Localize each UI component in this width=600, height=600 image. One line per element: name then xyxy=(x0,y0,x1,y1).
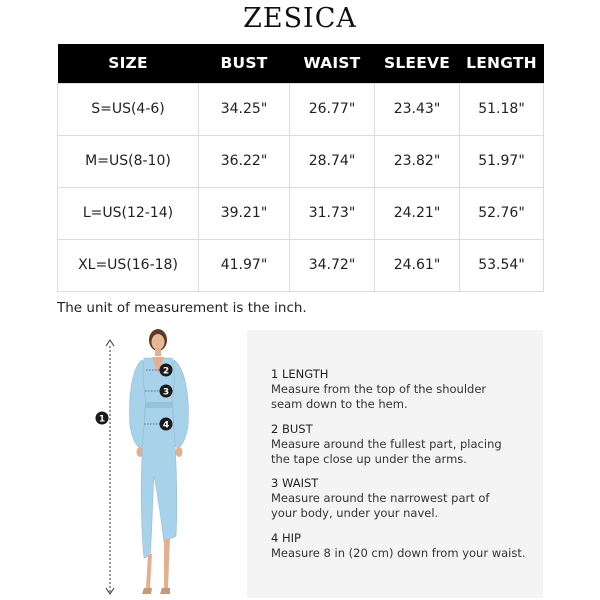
cell-length: 51.18" xyxy=(460,83,544,135)
marker-hip xyxy=(160,418,173,431)
cell-bust: 36.22" xyxy=(199,135,290,187)
header-bust: BUST xyxy=(199,44,290,83)
guide-desc-line: Measure 8 in (20 cm) down from your waist. xyxy=(271,546,526,560)
marker-waist xyxy=(160,385,173,398)
cell-size: M=US(8-10) xyxy=(58,135,199,187)
guide-title: 2 BUST xyxy=(271,422,313,436)
table-row xyxy=(58,239,544,291)
cell-sleeve: 24.61" xyxy=(375,239,460,291)
guide-desc-line: the tape close up under the arms. xyxy=(271,452,467,466)
right-shoe-shape xyxy=(160,588,170,594)
cell-sleeve: 23.43" xyxy=(375,83,460,135)
cell-bust: 39.21" xyxy=(199,187,290,239)
guide-item-hip xyxy=(271,531,531,561)
guide-title: 1 LENGTH xyxy=(271,367,329,381)
right-leg-shape xyxy=(164,538,170,588)
cell-sleeve: 23.82" xyxy=(375,135,460,187)
neck-shape xyxy=(155,348,161,356)
marker-length-label: 1 xyxy=(98,414,106,425)
table-header-row xyxy=(58,44,544,83)
cell-size: XL=US(16-18) xyxy=(58,239,199,291)
guide-item-length xyxy=(271,367,531,412)
table-row xyxy=(58,187,544,239)
guide-item-waist xyxy=(271,476,531,521)
left-leg-shape xyxy=(146,554,152,588)
brand-logo: ZESICA xyxy=(243,3,357,34)
cell-length: 52.76" xyxy=(460,187,544,239)
marker-length xyxy=(96,412,109,425)
cell-waist: 34.72" xyxy=(290,239,375,291)
guide-title: 3 WAIST xyxy=(271,476,319,490)
cell-waist: 28.74" xyxy=(290,135,375,187)
marker-bust xyxy=(160,364,173,377)
measurement-guide-panel xyxy=(247,330,543,598)
model-figure xyxy=(90,326,230,600)
guide-desc-line: Measure from the top of the shoulder xyxy=(271,382,487,396)
guide-item-bust xyxy=(271,422,531,467)
table-row xyxy=(58,83,544,135)
cell-length: 51.97" xyxy=(460,135,544,187)
guide-desc-line: seam down to the hem. xyxy=(271,397,408,411)
unit-note: The unit of measurement is the inch. xyxy=(57,300,307,316)
size-chart-table xyxy=(57,44,544,292)
cell-size: L=US(12-14) xyxy=(58,187,199,239)
cell-bust: 41.97" xyxy=(199,239,290,291)
header-size: SIZE xyxy=(58,44,199,83)
marker-waist-label: 3 xyxy=(162,387,170,398)
guide-desc-line: Measure around the narrowest part of xyxy=(271,491,490,505)
arrow-up-icon xyxy=(106,340,114,346)
cell-waist: 31.73" xyxy=(290,187,375,239)
header-length: LENGTH xyxy=(460,44,544,83)
guide-title: 4 HIP xyxy=(271,531,301,545)
guide-desc-line: your body, under your navel. xyxy=(271,506,439,520)
header-waist: WAIST xyxy=(290,44,375,83)
right-hand-shape xyxy=(176,447,183,457)
left-shoe-shape xyxy=(142,588,152,594)
cell-size: S=US(4-6) xyxy=(58,83,199,135)
cell-waist: 26.77" xyxy=(290,83,375,135)
cell-length: 53.54" xyxy=(460,239,544,291)
marker-bust-label: 2 xyxy=(162,366,170,377)
cell-sleeve: 24.21" xyxy=(375,187,460,239)
header-sleeve: SLEEVE xyxy=(375,44,460,83)
head-shape xyxy=(152,334,165,350)
belt-shape xyxy=(145,402,173,408)
guide-desc-line: Measure around the fullest part, placing xyxy=(271,437,502,451)
marker-hip-label: 4 xyxy=(162,420,170,431)
cell-bust: 34.25" xyxy=(199,83,290,135)
table-row xyxy=(58,135,544,187)
